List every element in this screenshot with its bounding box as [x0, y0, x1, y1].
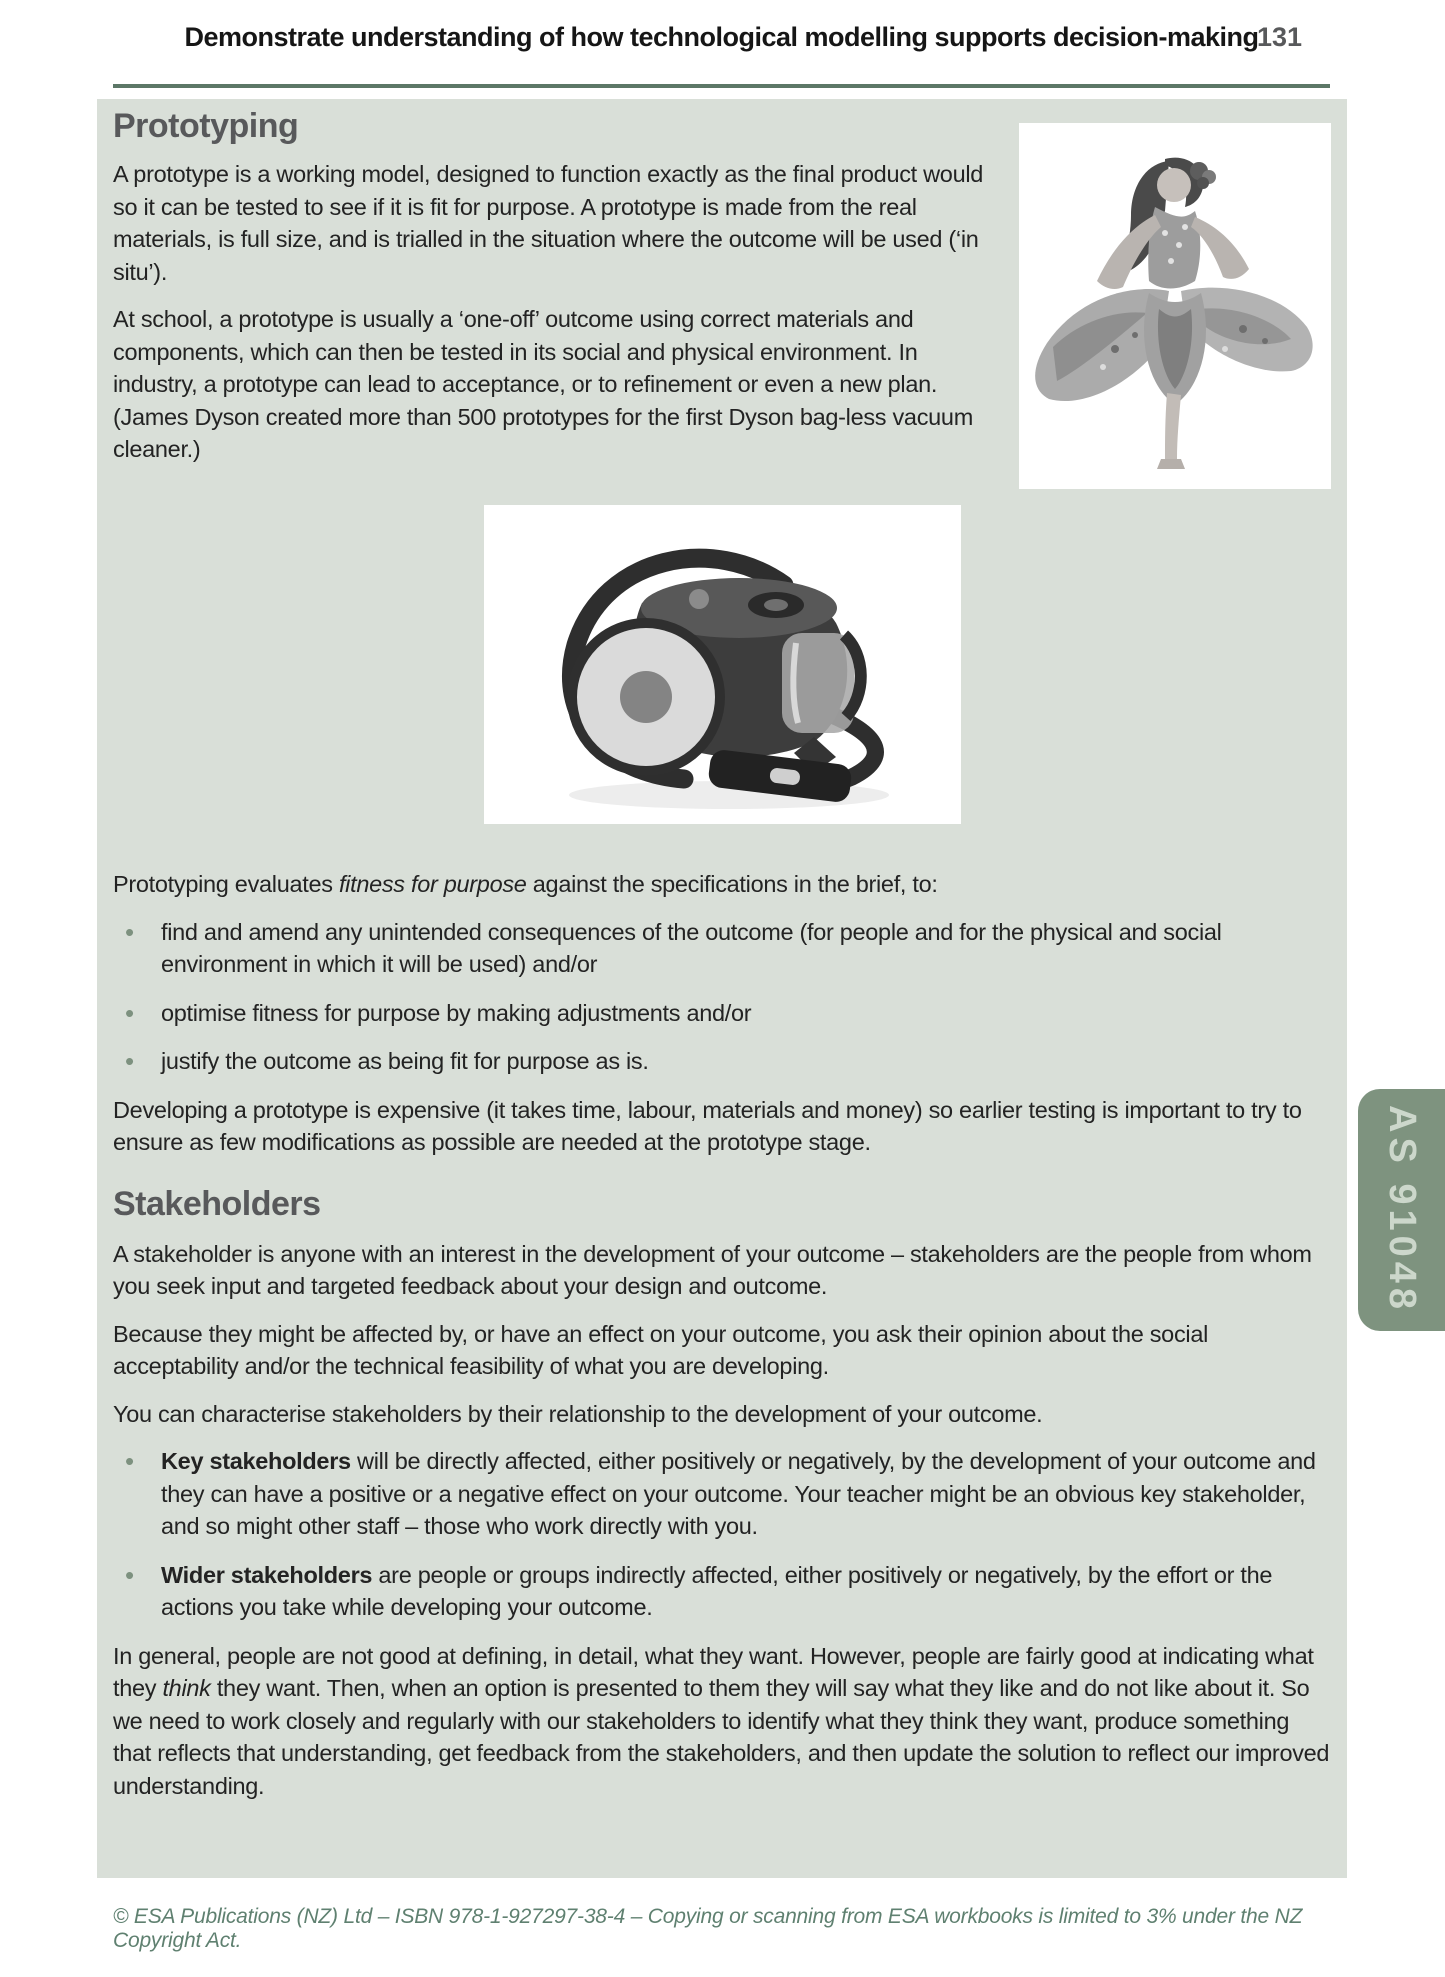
text-segment: are people or groups indirectly affected, either positively or negatively, by the effort or the actions you take while developing your outcome. [161, 1561, 1273, 1620]
page-header [113, 22, 1330, 62]
bullet-item: • justify the outcome as being fit for purpose as is. [113, 1045, 1331, 1078]
footer-copyright: © ESA Publications (NZ) Ltd – ISBN 978-1-927297-38-4 – Copying or scanning from ESA workbooks is limited to 3% under the NZ Copyright Act. [113, 1905, 1303, 1952]
bullet-item: • find and amend any unintended consequences of the outcome (for people and for the physical and social environment in which it will be used) and/or [113, 916, 1331, 981]
prototyping-heading: Prototyping [113, 107, 299, 145]
prototyping-paragraph-1: A prototype is a working model, designed to function exactly as the final product would so it can be tested to see if it is fit for purpose. A prototype is made from the real materials, is full size, and is trialled in the situation where the outcome will be used (‘in situ’). [113, 161, 984, 285]
stakeholders-paragraph-3: You can characterise stakeholders by their relationship to the development of your outcome. [113, 1400, 1043, 1427]
stakeholders-paragraph-1: A stakeholder is anyone with an interest in the development of your outcome – stakeholders are the people from whom you seek input and targeted feedback about your design and outcome. [113, 1240, 1312, 1299]
stakeholders-heading: Stakeholders [113, 1184, 321, 1223]
bullet-item: • optimise fitness for purpose by making adjustments and/or [113, 997, 1331, 1030]
content-panel [97, 99, 1347, 1878]
stakeholders-paragraph-4 [113, 1640, 1331, 1803]
italic-segment: think [162, 1675, 211, 1701]
vacuum-illustration [484, 505, 961, 824]
text-segment: they want. Then, when an option is presented to them they will say what they like and do not like about it. So we need to work closely and regularly with our stakeholders to identify what they think they want, produce something that reflects that understanding, get feedback from the stakeholders, and then update the solution to reflect our improved understanding. [113, 1675, 1330, 1799]
stakeholders-paragraph-2: Because they might be affected by, or have an effect on your outcome, you ask their opinion about the social acceptability and/or the technical feasibility of what you are developing. [113, 1320, 1209, 1379]
text-segment: against the specifications in the brief, to: [526, 871, 938, 897]
dancer-illustration [1019, 123, 1331, 489]
bullet-item [113, 1445, 1331, 1543]
prototyping-bullet-list [113, 916, 1331, 1078]
as-standard-tab-label: AS 91048 [1381, 1105, 1423, 1315]
stakeholders-bullet-list [113, 1445, 1331, 1624]
text-segment: will be directly affected, either positively or negatively, by the development of your outcome and they can have a positive or a negative effect on your outcome. Your teacher might be an obvious key stakeholder, and so might other staff – those who work directly with you. [161, 1448, 1316, 1539]
page-title: Demonstrate understanding of how technological modelling supports decision-making [184, 22, 1259, 52]
prototyping-paragraph-2: At school, a prototype is usually a ‘one-off’ outcome using correct materials and components, which can then be tested in its social and physical environment. In industry, a prototype can lead to acceptance, or to refinement or even a new plan. (James Dyson created more than 500 prototypes for the first Dyson bag-less vacuum cleaner.) [113, 306, 973, 462]
bullet-item [113, 1559, 1331, 1624]
prototyping-paragraph-4: Developing a prototype is expensive (it takes time, labour, materials and money) so earlier testing is important to try to ensure as few modifications as possible are needed at the prototype stage. [113, 1096, 1302, 1155]
dancer-photo [1019, 123, 1331, 489]
as-standard-tab [1358, 1089, 1445, 1331]
prototyping-evaluates-paragraph [113, 868, 1331, 901]
text-segment: In general, people are not good at defining, in detail, what they want. However, people are fairly good at indicating what they [113, 1642, 1314, 1701]
italic-segment: fitness for purpose [338, 871, 527, 897]
text-segment: Prototyping evaluates [113, 871, 339, 897]
vacuum-cleaner-photo [484, 505, 961, 824]
header-rule [113, 84, 1330, 88]
bold-segment: Wider stakeholders [161, 1561, 373, 1588]
bold-segment: Key stakeholders [161, 1448, 351, 1474]
page-number: 131 [1256, 22, 1302, 52]
